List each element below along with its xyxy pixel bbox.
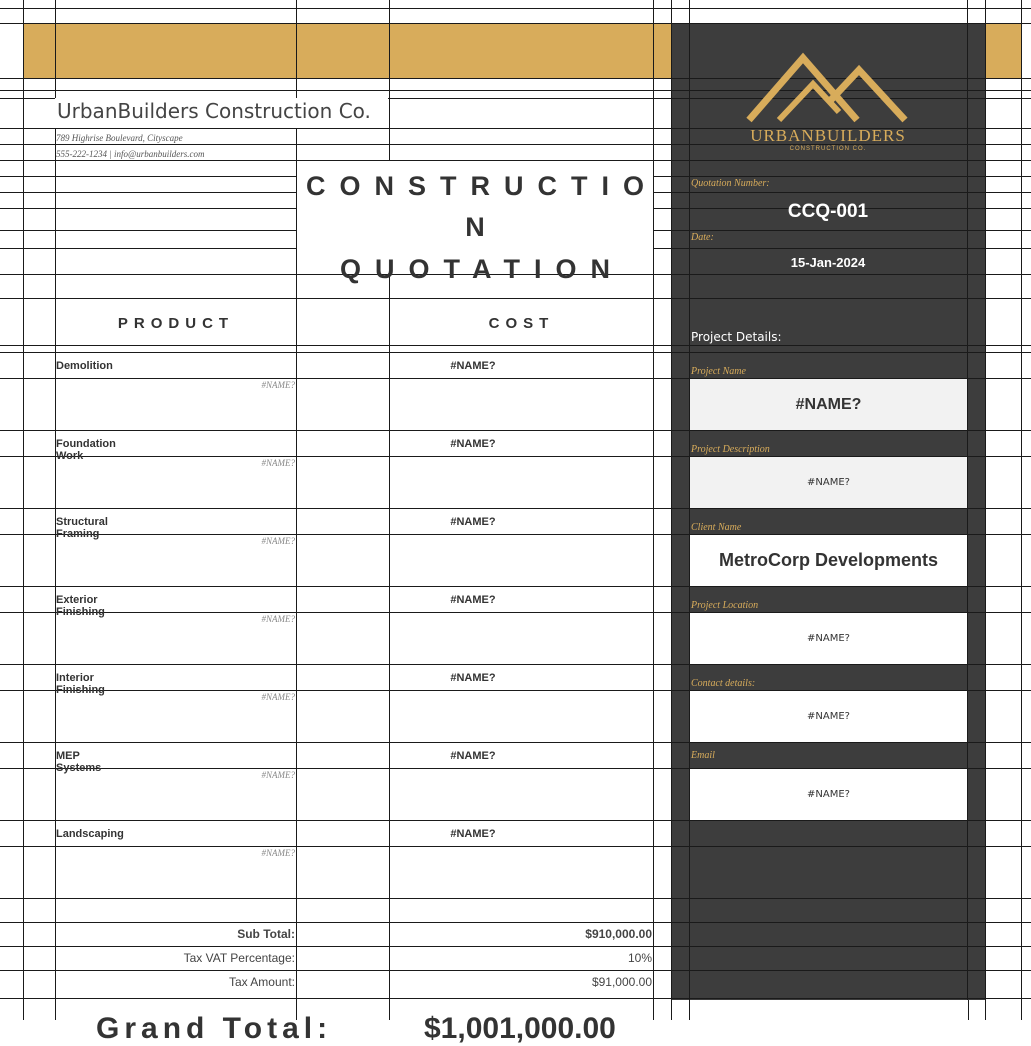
project-name-value: #NAME?	[690, 379, 967, 430]
subtotal-value: $910,000.00	[585, 927, 652, 941]
grand-total-value: $1,001,000.00	[424, 1012, 616, 1045]
item-cost: #NAME?	[450, 438, 496, 450]
field-label: Contact details:	[691, 678, 756, 689]
client-name-value: MetroCorp Developments	[690, 535, 967, 586]
quotation-number: CCQ-001	[787, 201, 869, 222]
product-column-header: PRODUCT	[117, 315, 235, 332]
quotation-title-line3: QUOTATION	[340, 254, 624, 284]
item-description: #NAME?	[261, 848, 295, 858]
company-contact: 555-222-1234 | info@urbanbuilders.com	[56, 149, 205, 159]
logo-tagline: CONSTRUCTION CO.	[789, 146, 867, 152]
item-cost: #NAME?	[450, 750, 496, 762]
item-description: #NAME?	[261, 770, 295, 780]
item-name: Demolition	[56, 360, 113, 372]
item-cost: #NAME?	[450, 672, 496, 684]
tax-percentage-value: 10%	[627, 951, 652, 965]
field-label: Client Name	[691, 522, 742, 533]
field-label: Project Location	[691, 600, 759, 611]
item-cost: #NAME?	[450, 828, 496, 840]
contact-details-value: #NAME?	[690, 691, 967, 742]
quotation-number-label: Quotation Number:	[691, 178, 770, 189]
item-cost: #NAME?	[450, 360, 496, 372]
item-description: #NAME?	[261, 614, 295, 624]
field-label: Email	[691, 750, 715, 761]
company-name: UrbanBuilders Construction Co.	[57, 99, 371, 123]
cost-column-header: COST	[488, 315, 555, 332]
item-name: Landscaping	[56, 828, 124, 840]
tax-amount-value: $91,000.00	[591, 975, 652, 989]
sidebar-panel	[671, 24, 985, 1000]
project-details-heading: Project Details:	[691, 330, 782, 344]
field-label: Project Name	[691, 366, 746, 377]
date-label: Date:	[691, 232, 714, 243]
field-label: Project Description	[691, 444, 770, 455]
project-location-value: #NAME?	[690, 613, 967, 664]
item-cost: #NAME?	[450, 594, 496, 606]
project-description-value: #NAME?	[690, 457, 967, 508]
mountain-roof-icon	[689, 48, 967, 128]
quotation-title-line2: N	[465, 212, 499, 242]
quotation-date: 15-Jan-2024	[790, 255, 866, 270]
item-description: #NAME?	[261, 536, 295, 546]
item-name: Structural Framing	[56, 516, 108, 540]
company-address: 789 Highrise Boulevard, Cityscape	[56, 133, 183, 143]
item-description: #NAME?	[261, 458, 295, 468]
company-logo	[689, 48, 967, 160]
header-band-right	[985, 24, 1022, 78]
quotation-title-line1: CONSTRUCTIO	[306, 171, 658, 201]
item-name: MEP Systems	[56, 750, 102, 774]
tax-amount-label: Tax Amount:	[228, 975, 295, 989]
email-value: #NAME?	[690, 769, 967, 820]
item-name: Foundation Work	[56, 438, 116, 462]
subtotal-label: Sub Total:	[237, 927, 295, 941]
item-cost: #NAME?	[450, 516, 496, 528]
header-band-left	[23, 24, 671, 78]
item-name: Interior Finishing	[56, 672, 105, 696]
tax-percentage-label: Tax VAT Percentage:	[183, 951, 295, 965]
item-description: #NAME?	[261, 380, 295, 390]
item-description: #NAME?	[261, 692, 295, 702]
logo-wordmark: URBANBUILDERS	[750, 126, 906, 145]
item-name: Exterior Finishing	[56, 594, 105, 618]
grand-total-label: Grand Total:	[96, 1012, 333, 1045]
